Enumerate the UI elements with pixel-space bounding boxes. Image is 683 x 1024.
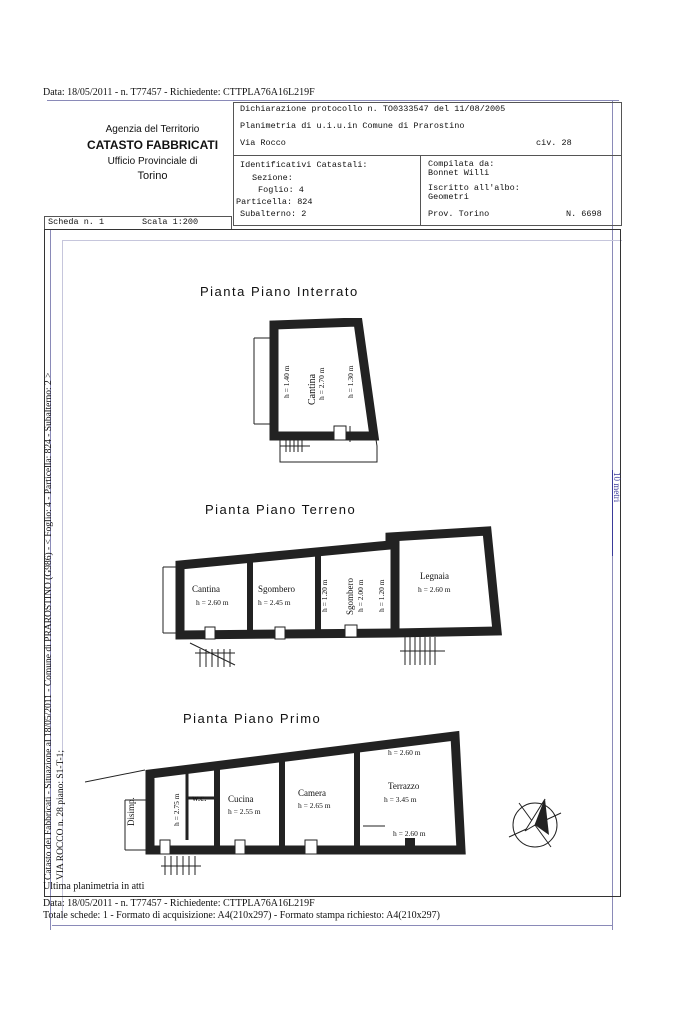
street-name: Via Rocco [240,138,286,148]
room-legnaia: Legnaia [420,571,449,581]
height-legnaia: h = 2.60 m [418,585,451,594]
subalterno: Subalterno: 2 [240,209,307,219]
header-divider-h [233,155,621,156]
top-request-line: Data: 18/05/2011 - n. T77457 - Richiedente: CTTPLA76A16L219F [43,87,315,98]
header-divider-v [420,155,421,225]
height-extra-1: h = 1.20 m [320,579,329,612]
foglio: Foglio: 4 [258,185,304,195]
height-sgombero-1: h = 2.45 m [258,598,291,607]
room-sgombero-1: Sgombero [258,584,295,594]
plan-description: Planimetria di u.i.u.in Comune di Prarostino [240,121,465,131]
civic-number: civ. 28 [536,138,572,148]
agency-catasto: CATASTO FABBRICATI [86,138,219,152]
plan-title-interrato: Pianta Piano Interrato [200,284,359,299]
north-arrow-icon [505,795,565,855]
agency-name: Agenzia del Territorio [105,124,200,135]
height-sgombero-2: h = 2.00 m [356,579,365,612]
plan-title-terreno: Pianta Piano Terreno [205,502,357,517]
room-cantina-terreno: Cantina [192,584,220,594]
height-left-interrato: h = 1.40 m [282,365,291,398]
id-label: Identificativi Catastali: [240,160,368,170]
ultima-planimetria: Ultima planimetria in atti [43,881,145,892]
sezione: Sezione: [252,173,293,183]
frame-line-bottom [52,925,612,926]
scale-bar-label: 10 metri [612,472,622,503]
side-address-text: VIA ROCCO n. 28 piano: S1-T-1; [56,749,66,880]
footer-request-line: Data: 18/05/2011 - n. T77457 - Richiedente: CTTPLA76A16L219F [43,898,315,909]
room-cantina-interrato: Cantina [307,373,318,405]
compilatore: Bonnet Willi [428,168,490,178]
height-camera: h = 2.65 m [298,801,331,810]
room-sgombero-2: Sgombero [345,578,355,615]
scheda-number: Scheda n. 1 [48,217,105,227]
agency-city: Torino [137,170,168,182]
height-terrazzo: h = 3.45 m [384,795,417,804]
height-disimpegno: h = 2.75 m [172,793,181,826]
frame-line-top [47,100,619,101]
provincia: Prov. Torino [428,209,490,219]
room-terrazzo: Terrazzo [388,781,420,791]
scale: Scala 1:200 [142,217,199,227]
room-disimpegno: Disimp. [126,797,136,826]
albo: Geometri [428,192,469,202]
height-bottom-primo: h = 2.60 m [393,829,426,838]
height-cantina-terreno: h = 2.60 m [196,598,229,607]
agency-office: Ufficio Provinciale di [107,156,198,167]
height-cantina-interrato: h = 2.70 m [317,367,326,400]
height-right-interrato: h = 1.30 m [346,365,355,398]
room-wc: w.c. [192,793,207,803]
protocol-line: Dichiarazione protocollo n. TO0333547 del 11/08/2005 [240,104,506,114]
room-cucina: Cucina [228,794,254,804]
height-extra-2: h = 1.20 m [377,579,386,612]
plan-title-primo: Pianta Piano Primo [183,711,322,726]
particella: Particella: 824 [236,197,313,207]
height-cucina: h = 2.55 m [228,807,261,816]
compilata-label: Compilata da: [428,159,495,169]
room-camera: Camera [298,788,326,798]
iscritto-label: Iscritto all'albo: [428,183,520,193]
height-top-primo: h = 2.60 m [388,748,421,757]
side-situation-text: Catasto dei Fabbricati - Situazione al 18/05/2011 - Comune di PRAROSTINO (G986) - < Foglio: 4 - Particella: 824 - Subalterno: 2 > [44,372,54,880]
albo-number: N. 6698 [566,209,602,219]
footer-totale: Totale schede: 1 - Formato di acquisizione: A4(210x297) - Formato stampa richiesto: A4(210x297) [43,910,440,921]
